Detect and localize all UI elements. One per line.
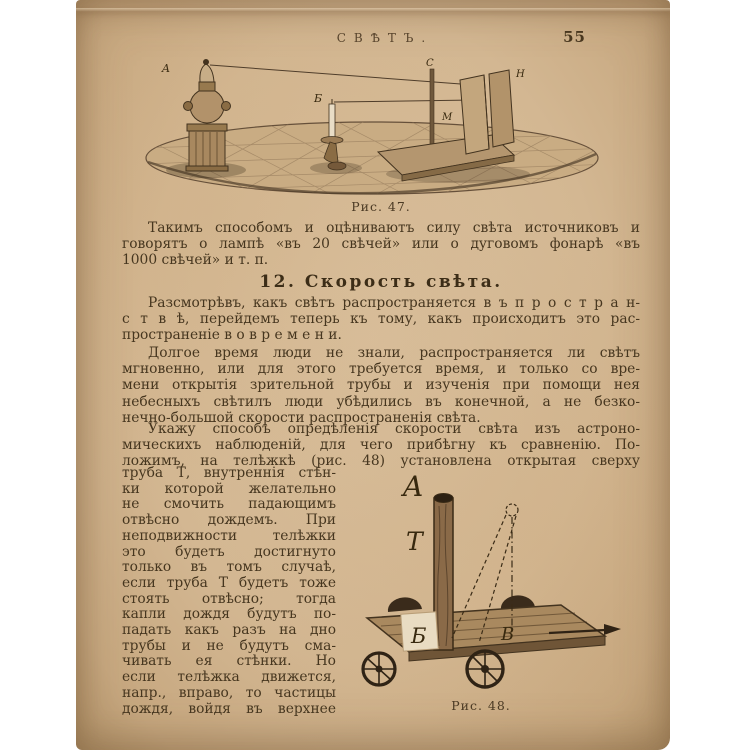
fig47-screen bbox=[460, 70, 514, 154]
text-line: ложимъ, на телѣжкѣ (рис. 48) установлена открытая сверху bbox=[122, 453, 640, 470]
text-line: напр., вправо, то частицы bbox=[122, 684, 336, 701]
page-top-crease bbox=[76, 8, 670, 12]
text-line: Долгое время люди не знали, распространяется ли свѣтъ bbox=[148, 345, 640, 361]
figure-48-caption: Рис. 48. bbox=[451, 698, 511, 713]
text-line: если телѣжка движется, bbox=[122, 669, 336, 686]
fig48-wheel-right bbox=[467, 651, 503, 687]
text-line: это будетъ достигнуто bbox=[122, 543, 336, 560]
fig48-label-t: T bbox=[406, 527, 423, 556]
paragraph-column bbox=[122, 466, 336, 717]
text-line: с т в ѣ, перейдемъ теперь къ тому, какъ происходитъ это рас- bbox=[122, 311, 640, 328]
fig48-wheel-left bbox=[363, 653, 395, 685]
text-line: неподвижности телѣжки bbox=[122, 527, 336, 544]
text-line: только въ томъ случаѣ, bbox=[122, 559, 336, 576]
figure-47 bbox=[140, 56, 615, 198]
fig47-sightline-a bbox=[210, 65, 474, 85]
text-line: небесныхъ свѣтилъ люди убѣдились въ конечной, а не безко- bbox=[122, 393, 640, 410]
text-line: Укажу способъ опредѣленія скорости свѣта изъ астроно- bbox=[148, 421, 640, 437]
text-line: падать какъ разъ на дно bbox=[122, 622, 336, 639]
text-line: Разсмотрѣвъ, какъ свѣтъ распространяется в ъ п р о с т р а н- bbox=[148, 295, 640, 311]
text-line: мени открытія зрительной трубы и изученія при помощи нея bbox=[122, 377, 640, 394]
text-line: если труба Т будетъ тоже bbox=[122, 574, 336, 591]
fig48-illustration bbox=[355, 466, 655, 698]
text-line: не смочить падающимъ bbox=[122, 496, 336, 513]
running-header: СВѢТЪ. bbox=[336, 31, 434, 45]
text-line: ки которой желательно bbox=[122, 480, 336, 497]
book-page-photo bbox=[76, 0, 670, 750]
fig47-label-b: Б bbox=[314, 92, 323, 105]
fig47-sightline-b bbox=[334, 100, 474, 102]
fig47-label-a: A bbox=[162, 62, 170, 75]
text-line: Такимъ способомъ и оцѣниваютъ силу свѣта источниковъ и bbox=[148, 220, 640, 236]
text-line: говорятъ о лампѣ «въ 20 свѣчей» или о дуговомъ фонарѣ «въ bbox=[122, 236, 640, 253]
text-line: мгновенно, или для этого требуется время, и только со вре- bbox=[122, 361, 640, 378]
fig47-label-h: H bbox=[516, 69, 525, 80]
fig47-illustration bbox=[140, 56, 615, 198]
paragraph-intro bbox=[122, 295, 640, 344]
text-line: чивать ея стѣнки. Но bbox=[122, 653, 336, 670]
text-line: дождя, войдя въ верхнее bbox=[122, 700, 336, 717]
fig48-label-v: В bbox=[501, 624, 515, 645]
fig48-label-a: A bbox=[403, 470, 424, 503]
text-line: труба Т, внутреннія стѣн- bbox=[122, 465, 336, 481]
figure-48 bbox=[355, 466, 655, 698]
paragraph-candles bbox=[122, 220, 640, 269]
text-line: мическихъ наблюденій, для чего прибѣгну къ сравненію. По- bbox=[122, 437, 640, 454]
text-line: нечно-большой скорости распространенія свѣта. bbox=[122, 409, 481, 426]
fig47-lamp bbox=[184, 59, 231, 171]
text-line: пространеніе в о в р е м е н и. bbox=[122, 327, 342, 344]
fig47-label-m: M bbox=[442, 112, 453, 123]
paragraph-history bbox=[122, 345, 640, 426]
fig48-raindrop bbox=[506, 504, 518, 516]
text-line: капли дождя будутъ по- bbox=[122, 606, 336, 623]
text-line: стоять отвѣсно; тогда bbox=[122, 590, 336, 607]
text-line: 1000 свѣчей» и т. п. bbox=[122, 252, 269, 269]
text-line: отвѣсно дождемъ. При bbox=[122, 512, 336, 529]
fig48-label-b: Б bbox=[411, 624, 427, 648]
fig48-far-wheel-left bbox=[388, 597, 422, 612]
figure-47-caption: Рис. 47. bbox=[351, 199, 411, 214]
paragraph-method bbox=[122, 421, 640, 470]
fig47-label-c: C bbox=[426, 58, 434, 69]
text-line: трубы и не будутъ сма- bbox=[122, 637, 336, 654]
page-number: 55 bbox=[563, 28, 586, 46]
section-heading: 12. Скорость свѣта. bbox=[259, 272, 503, 292]
